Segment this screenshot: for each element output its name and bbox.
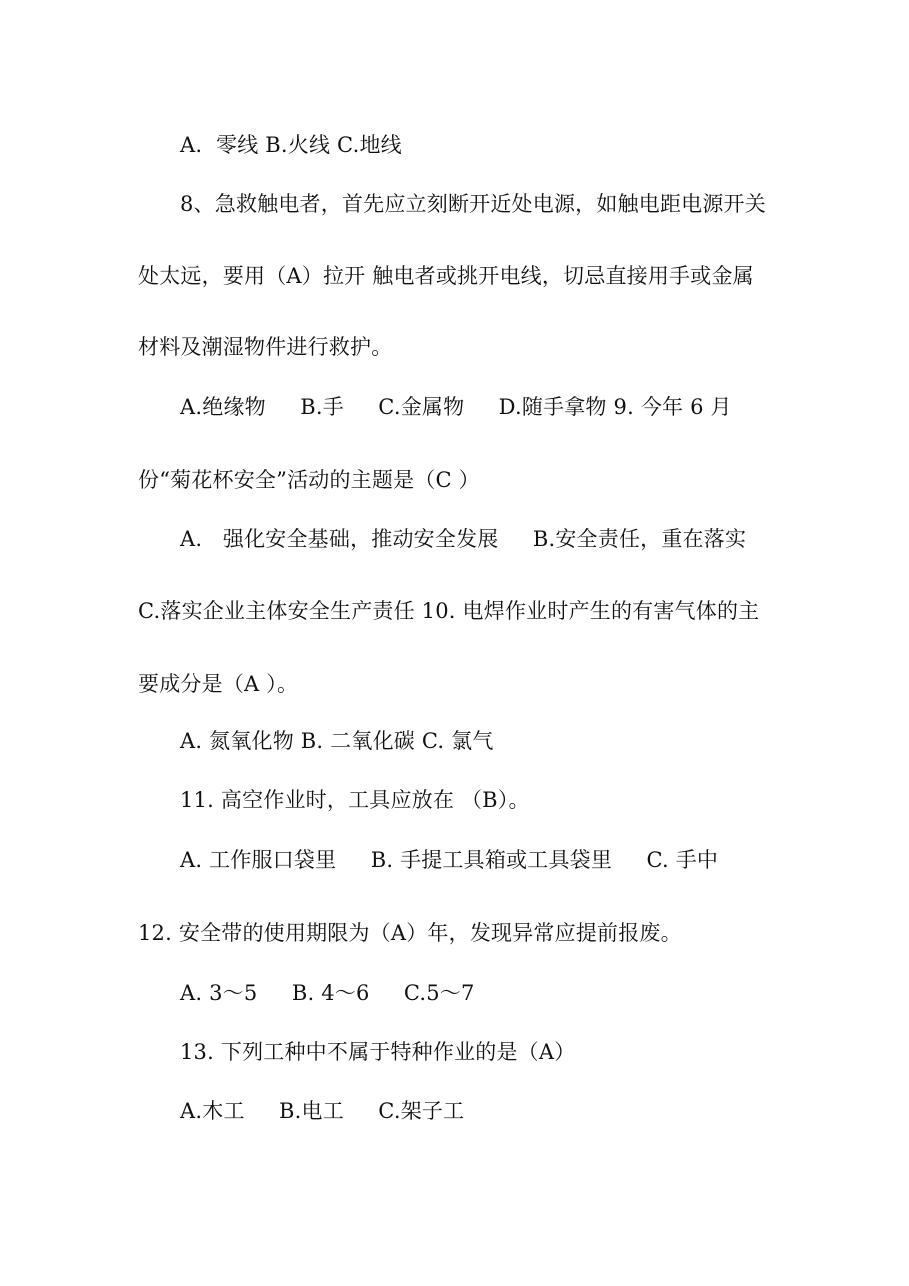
q7-options: A. 零线 B.火线 C.地线 xyxy=(180,133,402,157)
q8-text-line-1: 8、急救触电者，首先应立刻断开近处电源，如触电距电源开关 xyxy=(180,192,766,216)
q12-text: 12. 安全带的使用期限为（A）年，发现异常应提前报废。 xyxy=(138,921,682,945)
q10-text: 要成分是（A ）。 xyxy=(138,672,299,696)
q11-options: A. 工作服口袋里 B. 手提工具箱或工具袋里 C. 手中 xyxy=(180,848,719,872)
q8-options-q9-start: A.绝缘物 B.手 C.金属物 D.随手拿物 9. 今年 6 月 xyxy=(180,395,732,419)
q9-text: 份“菊花杯安全”活动的主题是（C ） xyxy=(138,468,480,492)
q8-text-line-3: 材料及潮湿物件进行救护。 xyxy=(138,335,393,359)
q13-options: A.木工 B.电工 C.架子工 xyxy=(180,1099,465,1123)
q8-text-line-2: 处太远，要用（A）拉开 触电者或挑开电线，切忌直接用手或金属 xyxy=(138,264,754,288)
q9-options-line-1: A. 强化安全基础，推动安全发展 B.安全责任，重在落实 xyxy=(180,527,747,551)
q12-options: A. 3～5 B. 4～6 C.5～7 xyxy=(180,981,475,1005)
q13-text: 13. 下列工种中不属于特种作业的是（A） xyxy=(180,1040,576,1064)
q11-text: 11. 高空作业时，工具应放在 （B）。 xyxy=(180,788,530,812)
q9-options-line-2-q10-start: C.落实企业主体安全生产责任 10. 电焊作业时产生的有害气体的主 xyxy=(138,599,760,623)
q10-options: A. 氮氧化物 B. 二氧化碳 C. 氯气 xyxy=(180,729,494,753)
